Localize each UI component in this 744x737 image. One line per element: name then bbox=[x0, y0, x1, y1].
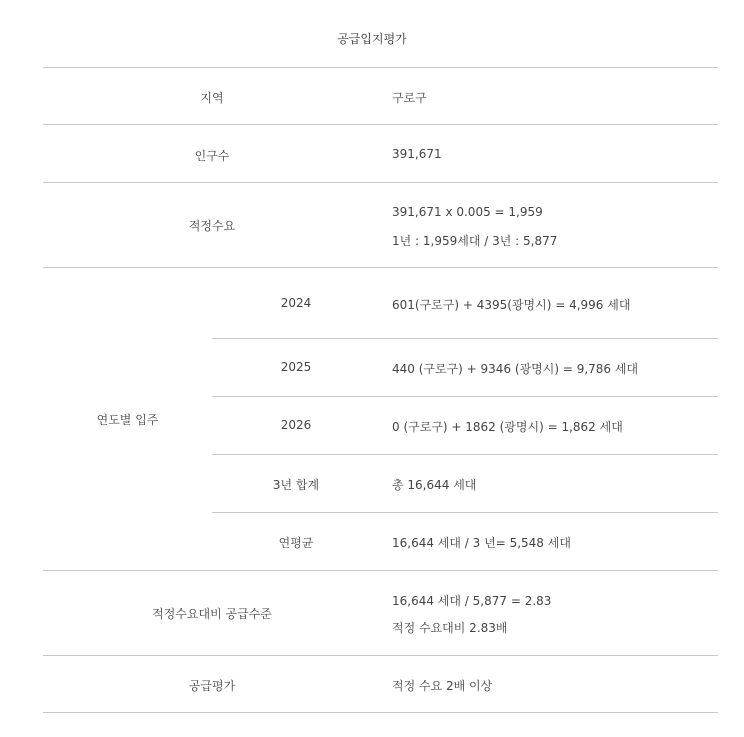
year-label: 2025 bbox=[280, 360, 312, 374]
year-value: 601(구로구) + 4395(광명시) = 4,996 세대 bbox=[392, 298, 631, 312]
row-value-supply-level-line2: 적정 수요대비 2.83배 bbox=[392, 621, 508, 635]
year-label: 연평균 bbox=[278, 536, 314, 550]
year-label: 3년 합계 bbox=[272, 478, 320, 492]
row-value-population: 391,671 bbox=[392, 147, 442, 161]
divider bbox=[43, 267, 718, 268]
row-value-evaluation: 적정 수요 2배 이상 bbox=[392, 679, 493, 693]
row-label-move-in: 연도별 입주 bbox=[96, 413, 159, 427]
divider bbox=[43, 712, 718, 713]
divider bbox=[212, 396, 718, 397]
divider bbox=[43, 655, 718, 656]
page-title: 공급입지평가 bbox=[337, 32, 407, 46]
year-label: 2024 bbox=[280, 296, 312, 310]
row-label-demand: 적정수요 bbox=[188, 219, 236, 233]
divider bbox=[212, 512, 718, 513]
row-label-evaluation: 공급평가 bbox=[188, 679, 236, 693]
row-value-demand-line2: 1년 : 1,959세대 / 3년 : 5,877 bbox=[392, 234, 558, 248]
year-label: 2026 bbox=[280, 418, 312, 432]
year-value: 16,644 세대 / 3 년= 5,548 세대 bbox=[392, 536, 571, 550]
divider bbox=[212, 454, 718, 455]
row-label-population: 인구수 bbox=[194, 149, 230, 163]
row-label-supply-level: 적정수요대비 공급수준 bbox=[152, 607, 272, 621]
divider bbox=[43, 124, 718, 125]
year-value: 0 (구로구) + 1862 (광명시) = 1,862 세대 bbox=[392, 420, 623, 434]
divider bbox=[212, 338, 718, 339]
row-value-region: 구로구 bbox=[392, 91, 427, 105]
year-value: 총 16,644 세대 bbox=[392, 478, 477, 492]
divider bbox=[43, 182, 718, 183]
year-value: 440 (구로구) + 9346 (광명시) = 9,786 세대 bbox=[392, 362, 639, 376]
divider bbox=[43, 570, 718, 571]
row-label-region: 지역 bbox=[200, 91, 224, 105]
row-value-demand-line1: 391,671 x 0.005 = 1,959 bbox=[392, 205, 543, 219]
row-value-supply-level-line1: 16,644 세대 / 5,877 = 2.83 bbox=[392, 594, 552, 608]
divider bbox=[43, 67, 718, 68]
